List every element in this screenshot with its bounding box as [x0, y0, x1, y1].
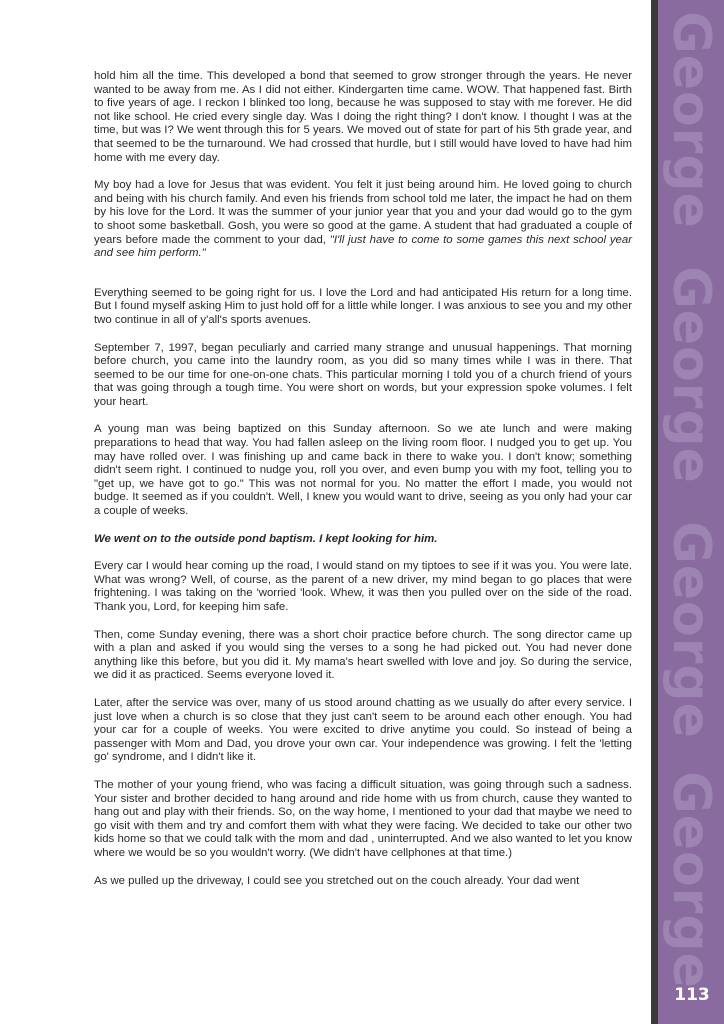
page-number: 113	[674, 985, 710, 1005]
sidebar-edge	[651, 0, 658, 1024]
paragraph-9: Later, after the service was over, many of us stood around chatting as we usually do after every service. I just love when a church is so close that they just can't seem to be around each other enough. You had your car for a couple of weeks. You were excited to drive anytime you could. So instead of being a passenger with Mom and Dad, you drove your own car. Your independence was growing. I felt the 'letting go' syndrome, and I didn't like it.	[94, 696, 632, 764]
paragraph-8: Then, come Sunday evening, there was a short choir practice before church. The song director came up with a plan and asked if you would sing the verses to a song he had picked out. You had never done anything like this before, but you did it. My mama's heart swelled with love and joy. So during the service, we did it as practiced. Seems everyone loved it.	[94, 628, 632, 682]
paragraph-3: Everything seemed to be going right for us. I love the Lord and had anticipated His return for a long time. But I found myself asking Him to just hold off for a little while longer. I was anxious to see you and my other two continue in all of y'all's sports avenues.	[94, 286, 632, 326]
paragraph-4: September 7, 1997, began peculiarly and carried many strange and unusual happenings. That morning before church, you came into the laundry room, as you did so many times while I was in there. That seemed to be our time for one-on-one chats. This particular morning I told you of a church friend of yours that was going through a tough time. You were short on words, but your expression spoke volumes. I felt your heart.	[94, 341, 632, 408]
paragraph-5: A young man was being baptized on this Sunday afternoon. So we ate lunch and were making preparations to head that way. You had fallen asleep on the living room floor. I nudged you to get up. You may have rolled over. I was finishing up and came back in there to wake you. I don't know; something didn't seem right. I continued to nudge you, roll you over, and even bump you with my foot, telling you to "get up, we have got to go." This was not normal for you. No matter the effort I made, you would not budge. It seemed as if you couldn't. Well, I knew you would want to drive, seeing as you only had your car a couple of weeks.	[94, 423, 632, 518]
paragraph-2	[94, 179, 632, 261]
paragraph-6: We went on to the outside pond baptism. I kept looking for him.	[94, 532, 438, 545]
body-text	[94, 70, 632, 902]
paragraph-2-text: My boy had a love for Jesus that was evident. You felt it just being around him. He loved going to church and being with his church family. And even his friends from school told me later, the impact he had on them by his love for the Lord. It was the summer of your junior year that you and your dad would go to the gym to shoot some basketball. Gosh, you were so good at the game. A student that had graduated a couple of years before made the comment to your dad,	[94, 179, 632, 246]
paragraph-11: As we pulled up the driveway, I could see you stretched out on the couch already. Your dad went	[94, 874, 580, 887]
paragraph-10: The mother of your young friend, who was facing a difficult situation, was going through such a sadness. Your sister and brother decided to hang around and ride home with us from church, cause they wanted to hang out and play with their friends. So, on the way home, I mentioned to your dad that maybe we need to go visit with them and try and comfort them with what they were facing. We decided to take our other two kids home so that we could talk with the mom and dad , uninterrupted. And we also wanted to let you know where we would be so you wouldn't worry. (We didn't have cellphones at that time.)	[94, 778, 632, 859]
paragraph-7: Every car I would hear coming up the road, I would stand on my tiptoes to see if it was you. You were late. What was wrong? Well, of course, as the parent of a new driver, my mind began to go places that were frightening. I was taking on the 'worried 'look. Whew, it was then you pulled over on the side of the road. Thank you, Lord, for keeping him safe.	[94, 560, 632, 613]
paragraph-1: hold him all the time. This developed a bond that seemed to grow stronger through the years. He never wanted to be away from me. As I did not either. Kindergarten time came. WOW. That happened fast. Birth to five years of age. I reckon I blinked too long, because he was supposed to stay with me forever. He did not like school. He cried every single day. Was I doing the right thing? I don't know. I thought I was at the time, but was I? We went through this for 5 years. We moved out of state for part of his 5th grade year, and that seemed to be the turnaround. We had crossed that hurdle, but I still would have loved to have had him home with me every day.	[94, 70, 632, 164]
quote-text: "I'll just have to come to some games this next school year and see him perform."	[94, 233, 632, 260]
